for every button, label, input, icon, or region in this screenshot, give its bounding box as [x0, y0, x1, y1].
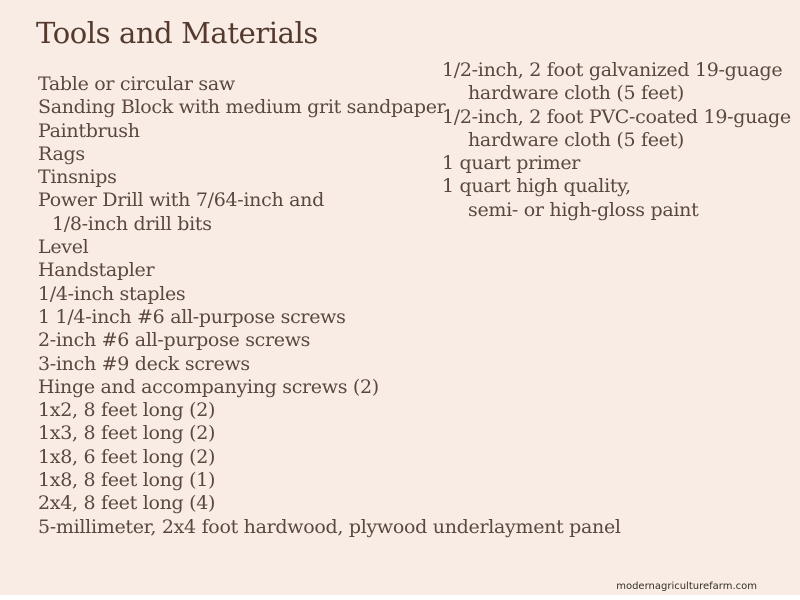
list-line: 1/2-inch, 2 foot PVC-coated 19-guage: [442, 105, 791, 128]
bottom-strip: [0, 595, 800, 600]
list-line: 1 quart high quality,: [442, 175, 631, 198]
list-line: 2x4, 8 feet long (4): [38, 492, 216, 515]
list-line: Sanding Block with medium grit sandpaper: [38, 96, 446, 119]
list-line: Level: [38, 236, 89, 259]
list-line: hardware cloth (5 feet): [468, 128, 685, 151]
list-line: Table or circular saw: [38, 73, 235, 95]
list-line: 2-inch #6 all-purpose screws: [38, 329, 311, 352]
list-line: 1x3, 8 feet long (2): [38, 422, 216, 445]
list-line: 5-millimeter, 2x4 foot hardwood, plywood underlayment panel: [38, 515, 621, 538]
materials-list: [442, 59, 791, 222]
list-line: Paintbrush: [38, 119, 140, 142]
list-line: 1/8-inch drill bits: [52, 212, 212, 235]
list-line: 1 quart primer: [442, 152, 581, 175]
list-line: 1x8, 8 feet long (1): [38, 469, 216, 492]
list-line: 3-inch #9 deck screws: [38, 352, 250, 375]
list-line: 1 1/4-inch #6 all-purpose screws: [38, 305, 346, 328]
list-line: Tinsnips: [38, 166, 117, 189]
list-line: hardware cloth (5 feet): [468, 82, 685, 105]
list-line: Hinge and accompanying screws (2): [38, 375, 379, 398]
list-line: 1/4-inch staples: [38, 282, 186, 305]
list-line: semi- or high-gloss paint: [468, 198, 699, 221]
page-title: Tools and Materials: [36, 16, 318, 50]
list-line: 1/2-inch, 2 foot galvanized 19-guage: [442, 59, 783, 81]
list-line: Rags: [38, 142, 85, 165]
list-line: Power Drill with 7/64-inch and: [38, 189, 324, 212]
watermark: modernagriculturefarm.com: [616, 581, 757, 592]
list-line: Handstapler: [38, 259, 155, 282]
list-line: 1x2, 8 feet long (2): [38, 399, 216, 422]
list-line: 1x8, 6 feet long (2): [38, 445, 216, 468]
